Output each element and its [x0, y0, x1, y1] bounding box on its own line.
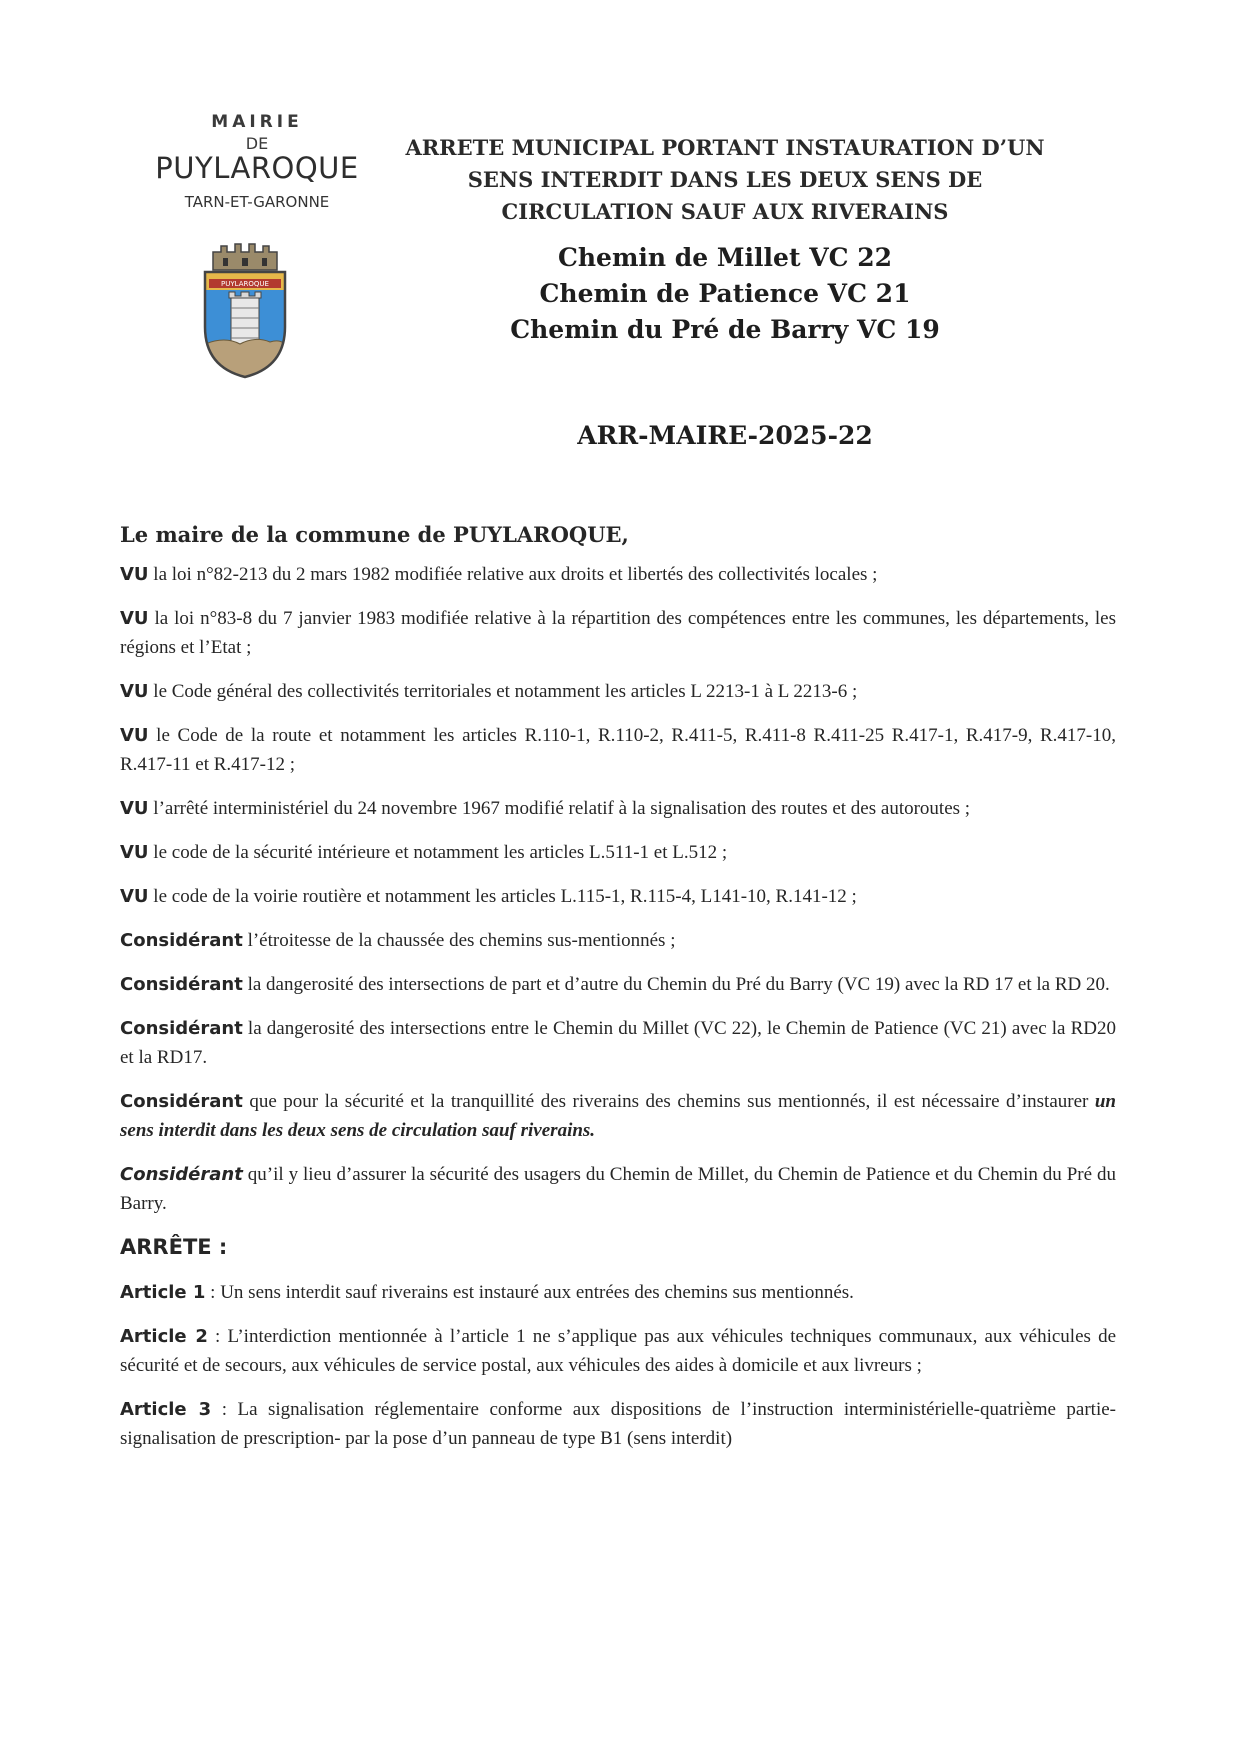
considerant-text: l’étroitesse de la chaussée des chemins sus-mentionnés ;	[242, 930, 676, 951]
decree-title-line: ARRETE MUNICIPAL PORTANT INSTAURATION D’UN	[405, 135, 1045, 160]
vu-text: le code de la sécurité intérieure et notamment les articles L.511-1 et L.512 ;	[148, 842, 728, 863]
vu-keyword: VU	[120, 842, 149, 863]
vu-paragraph	[120, 560, 1116, 589]
article-paragraph	[120, 1322, 1116, 1380]
decree-title-line: CIRCULATION SAUF AUX RIVERAINS	[501, 199, 949, 224]
letterhead-de: DE	[245, 134, 269, 153]
considerant-keyword: Considérant	[120, 1091, 243, 1112]
vu-keyword: VU	[120, 798, 149, 819]
vu-text: le code de la voirie routière et notamment les articles L.115-1, R.115-4, L141-10, R.141-12 ;	[148, 886, 857, 907]
vu-paragraph	[120, 604, 1116, 662]
vu-paragraph	[120, 721, 1116, 779]
vu-keyword: VU	[120, 886, 149, 907]
considerant-keyword: Considérant	[120, 1018, 243, 1039]
vu-keyword: VU	[120, 608, 149, 629]
considerant-keyword: Considérant	[120, 974, 243, 995]
article-text: : Un sens interdit sauf riverains est instauré aux entrées des chemins sus mentionnés.	[205, 1282, 854, 1303]
vu-text: la loi n°83-8 du 7 janvier 1983 modifiée relative à la répartition des compétences entre les communes, les départements, les régions et l’Etat ;	[120, 608, 1116, 658]
considerant-text: qu’il y lieu d’assurer la sécurité des usagers du Chemin de Millet, du Chemin de Patience et du Chemin du Pré du Barry.	[120, 1164, 1116, 1214]
article-paragraph	[120, 1278, 1116, 1307]
considerant-paragraph	[120, 926, 1116, 955]
town-crest-icon	[195, 232, 295, 382]
road-list	[390, 240, 1060, 348]
decree-title	[390, 132, 1060, 228]
article-text: : L’interdiction mentionnée à l’article 1 ne s’applique pas aux véhicules techniques communaux, aux véhicules de sécurité et de secours, aux véhicules de service postal, aux véhicules des aides à domicile et aux livreurs ;	[120, 1326, 1117, 1376]
vu-paragraph	[120, 677, 1116, 706]
crest-banner-label: PUYLAROQUE	[221, 280, 269, 288]
letterhead-mairie: MAIRIE	[211, 112, 303, 132]
considerant-paragraph	[120, 1014, 1116, 1072]
considerant-text: que pour la sécurité et la tranquillité des riverains des chemins sus mentionnés, il est nécessaire d’instaurer	[242, 1091, 1095, 1112]
vu-text: la loi n°82-213 du 2 mars 1982 modifiée relative aux droits et libertés des collectivités locales ;	[148, 564, 878, 585]
vu-paragraph	[120, 882, 1116, 911]
considerant-paragraph	[120, 1160, 1116, 1218]
considerant-text: la dangerosité des intersections de part et d’autre du Chemin du Pré du Barry (VC 19) avec la RD 17 et la RD 20.	[242, 974, 1110, 995]
letterhead-town: PUYLAROQUE	[155, 151, 359, 185]
road-item: Chemin du Pré de Barry VC 19	[510, 315, 940, 344]
considerant-paragraph	[120, 1087, 1116, 1145]
road-item: Chemin de Millet VC 22	[557, 243, 892, 272]
decree-reference: ARR-MAIRE-2025-22	[577, 421, 873, 450]
arrete-heading: ARRÊTE :	[120, 1235, 228, 1259]
considerant-paragraph	[120, 970, 1116, 999]
vu-keyword: VU	[120, 681, 149, 702]
considerant-keyword: Considérant	[120, 930, 243, 951]
vu-keyword: VU	[120, 725, 149, 746]
letterhead	[142, 112, 372, 211]
decree-body	[120, 520, 1116, 1468]
considerant-keyword: Considérant	[120, 1164, 243, 1185]
title-block	[390, 132, 1060, 348]
article-paragraph	[120, 1395, 1116, 1453]
considerant-emphasis: un sens interdit dans les deux sens de circulation sauf riverains.	[120, 1091, 1116, 1141]
vu-text: le Code de la route et notamment les articles R.110-1, R.110-2, R.411-5, R.411-8 R.411-25 R.417-1, R.417-9, R.417-10, R.417-11 et R.417-12 ;	[120, 725, 1116, 775]
vu-text: le Code général des collectivités territoriales et notamment les articles L 2213-1 à L 2213-6 ;	[148, 681, 858, 702]
letterhead-department: TARN-ET-GARONNE	[184, 192, 330, 211]
article-keyword: Article 3	[120, 1399, 212, 1420]
article-text: : La signalisation réglementaire conforme aux dispositions de l’instruction interministérielle-quatrième partie-signalisation de prescription- par la pose d’un panneau de type B1 (sens interdit)	[120, 1399, 1116, 1449]
decree-title-line: SENS INTERDIT DANS LES DEUX SENS DE	[467, 167, 983, 192]
intro-line: Le maire de la commune de PUYLAROQUE,	[120, 522, 629, 547]
considerant-text: la dangerosité des intersections entre le Chemin du Millet (VC 22), le Chemin de Patience (VC 21) avec la RD20 et la RD17.	[120, 1018, 1116, 1068]
vu-paragraph	[120, 794, 1116, 823]
article-keyword: Article 2	[120, 1326, 208, 1347]
road-item: Chemin de Patience VC 21	[539, 279, 911, 308]
vu-paragraph	[120, 838, 1116, 867]
vu-keyword: VU	[120, 564, 149, 585]
vu-text: l’arrêté interministériel du 24 novembre 1967 modifié relatif à la signalisation des routes et des autoroutes ;	[148, 798, 971, 819]
article-keyword: Article 1	[120, 1282, 206, 1303]
